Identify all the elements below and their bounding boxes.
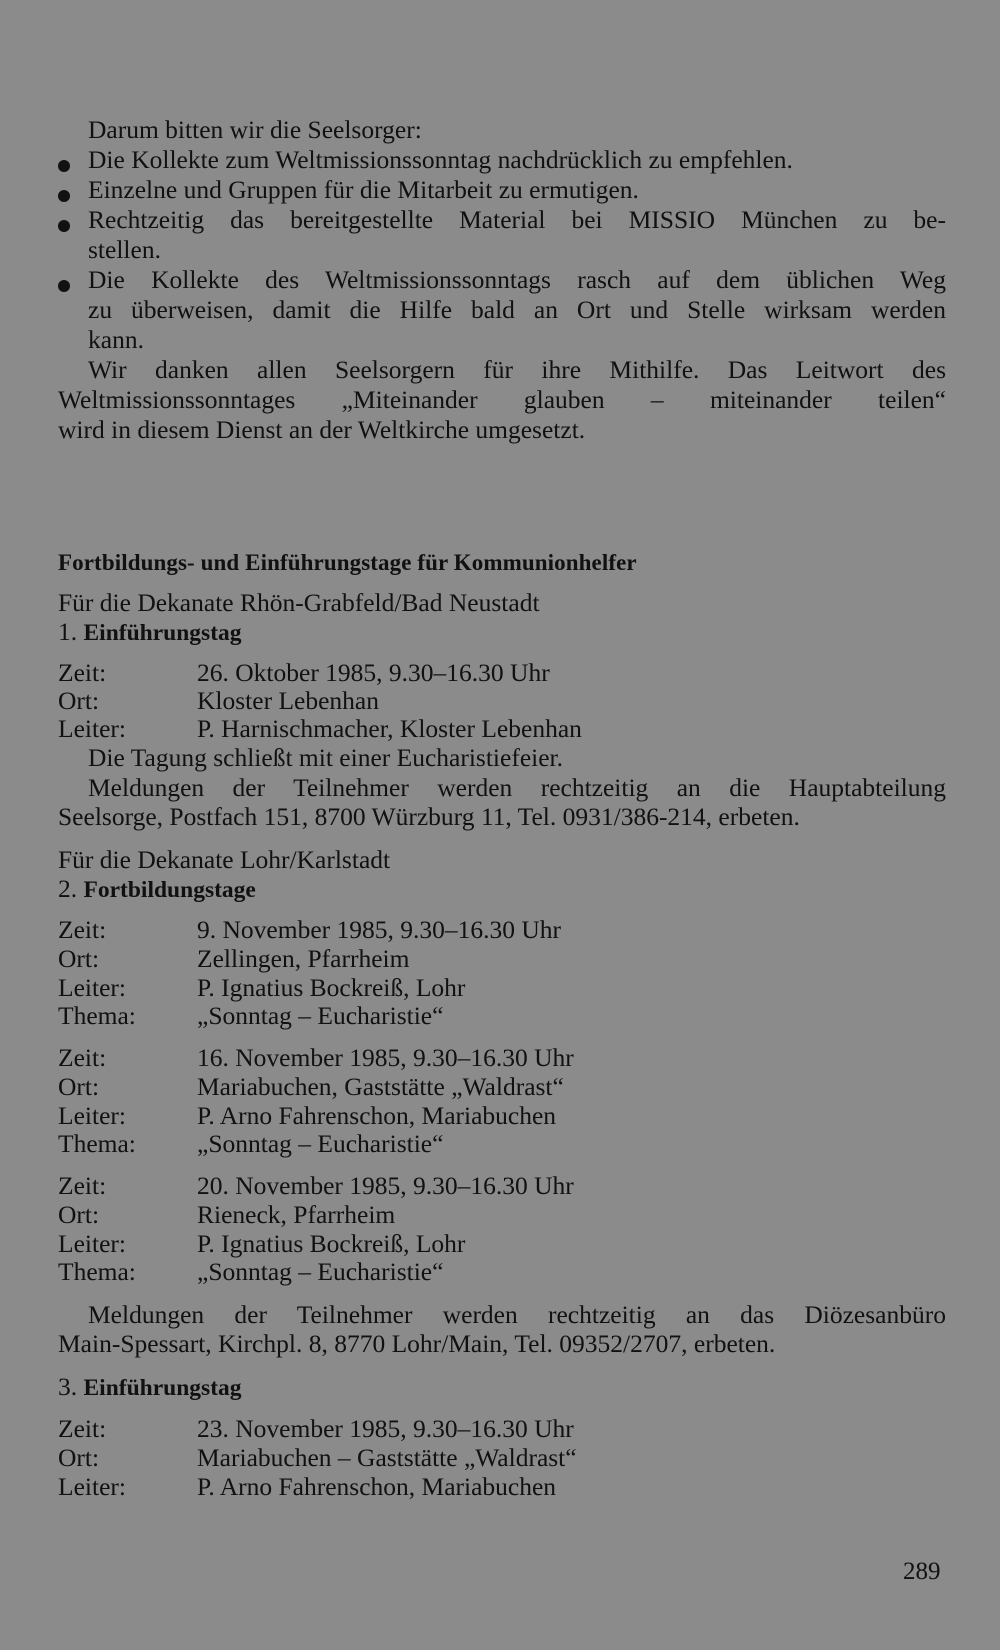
field-value: „Sonntag – Eucharistie“ xyxy=(197,1257,444,1286)
field-label: Zeit: xyxy=(58,915,107,944)
registration-text: Meldungen der Teilnehmer werden rechtzeitig an das Diözesanbüro xyxy=(88,1300,946,1329)
field-label: Zeit: xyxy=(58,658,107,687)
bullet-item-text: kann. xyxy=(88,325,144,354)
field-label: Thema: xyxy=(58,1257,136,1286)
field-value: Rieneck, Pfarrheim xyxy=(197,1200,396,1229)
bullet-item-text: Die Kollekte des Weltmissionssonntags rasch auf dem üblichen Weg xyxy=(88,265,946,294)
field-value: Kloster Lebenhan xyxy=(197,686,379,715)
field-label: Leiter: xyxy=(58,1472,126,1501)
field-value: Zellingen, Pfarrheim xyxy=(197,944,410,973)
field-label: Zeit: xyxy=(58,1414,107,1443)
part-number: 3. xyxy=(58,1372,78,1401)
field-label: Ort: xyxy=(58,944,100,973)
intro-lead: Darum bitten wir die Seelsorger: xyxy=(88,115,422,144)
field-label: Ort: xyxy=(58,1072,100,1101)
deanery-line: Für die Dekanate Rhön-Grabfeld/Bad Neustadt xyxy=(58,588,540,617)
bullet-item-text: Rechtzeitig das bereitgestellte Material bei MISSIO München zu be- xyxy=(88,205,946,234)
field-label: Leiter: xyxy=(58,1101,126,1130)
note-text: Die Tagung schließt mit einer Eucharistiefeier. xyxy=(88,743,563,772)
field-value: Mariabuchen – Gaststätte „Waldrast“ xyxy=(197,1443,577,1472)
field-value: P. Ignatius Bockreiß, Lohr xyxy=(197,1229,466,1258)
field-value: 20. November 1985, 9.30–16.30 Uhr xyxy=(197,1171,574,1200)
field-value: P. Ignatius Bockreiß, Lohr xyxy=(197,973,466,1002)
part-number: 2. xyxy=(58,874,78,903)
field-value: P. Arno Fahrenschon, Mariabuchen xyxy=(197,1472,557,1501)
part-heading xyxy=(58,617,242,648)
field-label: Zeit: xyxy=(58,1171,107,1200)
field-value: 26. Oktober 1985, 9.30–16.30 Uhr xyxy=(197,658,550,687)
page-number: 289 xyxy=(903,1558,941,1585)
field-value: 23. November 1985, 9.30–16.30 Uhr xyxy=(197,1414,574,1443)
part-heading xyxy=(58,1372,242,1403)
field-value: P. Harnischmacher, Kloster Lebenhan xyxy=(197,714,582,743)
field-label: Zeit: xyxy=(58,1043,107,1072)
part-heading xyxy=(58,874,256,905)
field-label: Leiter: xyxy=(58,1229,126,1258)
closing-text: Wir danken allen Seelsorgern für ihre Mithilfe. Das Leitwort des xyxy=(88,355,946,384)
part-label: Fortbildungstage xyxy=(83,877,256,903)
field-value: „Sonntag – Eucharistie“ xyxy=(197,1001,444,1030)
part-number: 1. xyxy=(58,617,78,646)
bullet-item-text: Einzelne und Gruppen für die Mitarbeit zu ermutigen. xyxy=(88,175,639,204)
section-heading: Fortbildungs- und Einführungstage für Kommunionhelfer xyxy=(58,550,637,575)
field-value: Mariabuchen, Gaststätte „Waldrast“ xyxy=(197,1072,564,1101)
field-label: Thema: xyxy=(58,1001,136,1030)
part-label: Einführungstag xyxy=(83,1375,242,1401)
field-label: Ort: xyxy=(58,1200,100,1229)
bullet-dot xyxy=(58,190,70,202)
field-label: Thema: xyxy=(58,1129,136,1158)
field-label: Leiter: xyxy=(58,973,126,1002)
registration-text: Seelsorge, Postfach 151, 8700 Würzburg 11, Tel. 0931/386-214, erbeten. xyxy=(58,802,800,831)
field-value: 9. November 1985, 9.30–16.30 Uhr xyxy=(197,915,562,944)
bullet-dot xyxy=(58,220,70,232)
field-value: „Sonntag – Eucharistie“ xyxy=(197,1129,444,1158)
field-label: Leiter: xyxy=(58,714,126,743)
bullet-dot xyxy=(58,280,70,292)
registration-text: Meldungen der Teilnehmer werden rechtzeitig an die Hauptabteilung xyxy=(88,773,946,802)
deanery-line: Für die Dekanate Lohr/Karlstadt xyxy=(58,845,391,874)
bullet-dot xyxy=(58,160,70,172)
field-value: P. Arno Fahrenschon, Mariabuchen xyxy=(197,1101,557,1130)
bullet-item-text: Die Kollekte zum Weltmissionssonntag nachdrücklich zu empfehlen. xyxy=(88,145,793,174)
field-value: 16. November 1985, 9.30–16.30 Uhr xyxy=(197,1043,574,1072)
bullet-item-text: zu überweisen, damit die Hilfe bald an Ort und Stelle wirksam werden xyxy=(88,295,946,324)
field-label: Ort: xyxy=(58,686,100,715)
part-label: Einführungstag xyxy=(83,620,242,646)
registration-text: Main-Spessart, Kirchpl. 8, 8770 Lohr/Main, Tel. 09352/2707, erbeten. xyxy=(58,1329,776,1358)
bullet-item-text: stellen. xyxy=(88,235,161,264)
field-label: Ort: xyxy=(58,1443,100,1472)
closing-text: wird in diesem Dienst an der Weltkirche umgesetzt. xyxy=(58,415,586,444)
closing-text: Weltmissionssonntages „Miteinander glauben – miteinander teilen“ xyxy=(58,385,946,414)
